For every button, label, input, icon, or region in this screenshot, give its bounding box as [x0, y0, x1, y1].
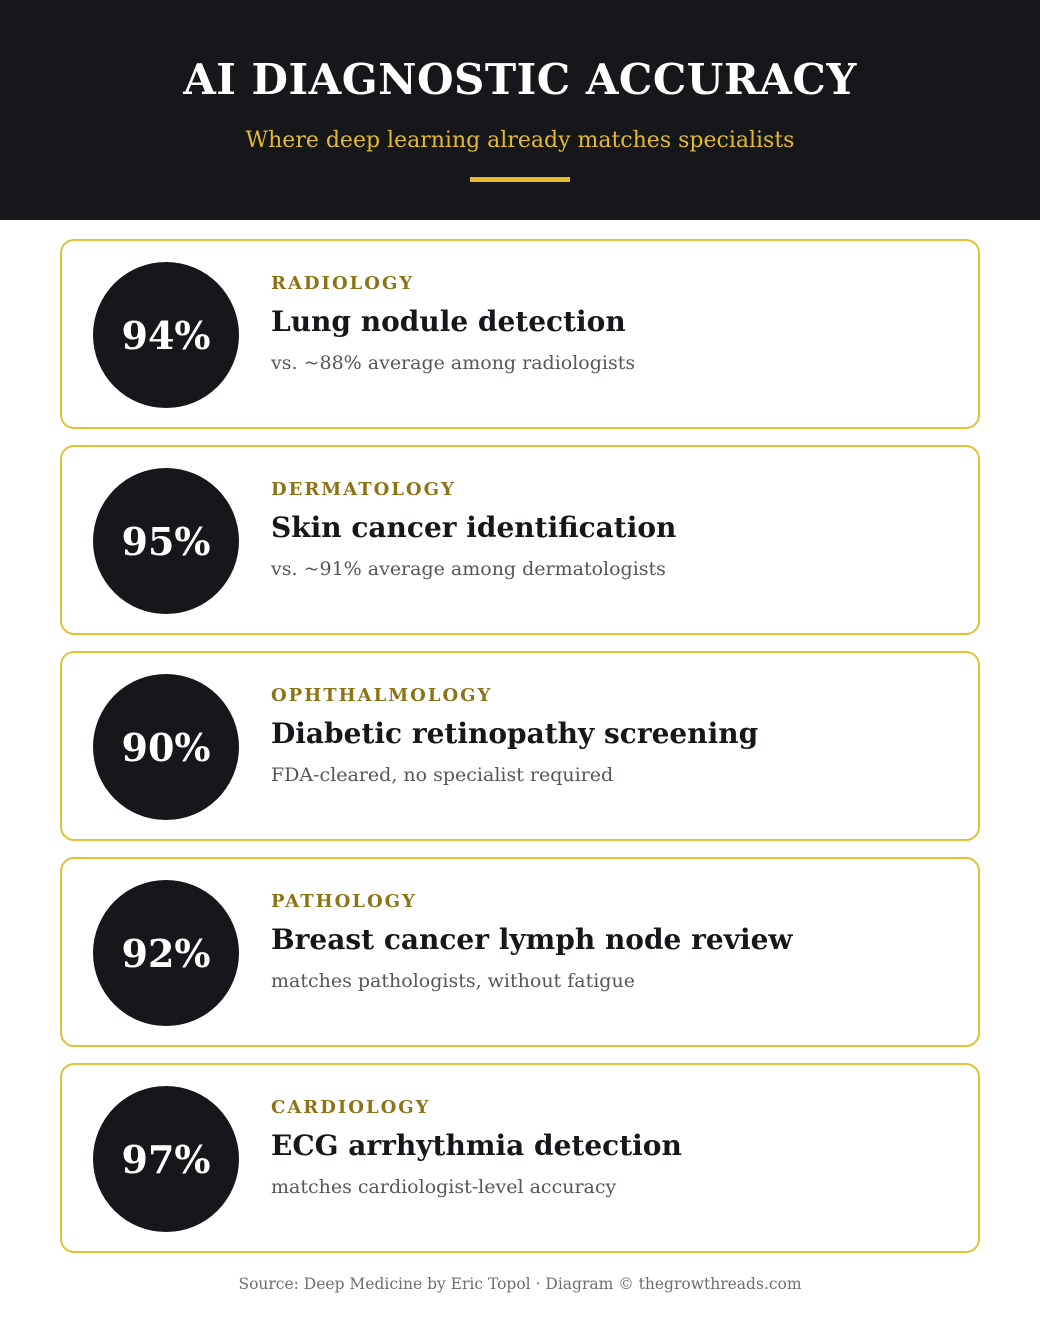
card-title: Diabetic retinopathy screening: [271, 717, 759, 750]
card-dermatology: [60, 445, 980, 635]
card-description: vs. ~88% average among radiologists: [271, 352, 636, 374]
accuracy-circle: [93, 468, 239, 614]
header-banner: [0, 0, 1040, 220]
card-category: DERMATOLOGY: [271, 479, 456, 500]
card-category: PATHOLOGY: [271, 891, 417, 912]
card-pathology: [60, 857, 980, 1047]
card-description: vs. ~91% average among dermatologists: [271, 558, 666, 580]
header-divider: [470, 177, 570, 182]
card-cardiology: [60, 1063, 980, 1253]
card-radiology: [60, 239, 980, 429]
accuracy-value: 95%: [121, 518, 211, 564]
page-title: AI DIAGNOSTIC ACCURACY: [183, 55, 857, 104]
accuracy-circle: [93, 1086, 239, 1232]
card-description: matches pathologists, without fatigue: [271, 970, 635, 992]
card-category: RADIOLOGY: [271, 273, 415, 294]
accuracy-circle: [93, 880, 239, 1026]
card-title: Breast cancer lymph node review: [271, 923, 793, 956]
accuracy-circle: [93, 674, 239, 820]
card-title: Skin cancer identification: [271, 511, 677, 544]
accuracy-circle: [93, 262, 239, 408]
card-ophthalmology: [60, 651, 980, 841]
card-title: Lung nodule detection: [271, 305, 626, 338]
accuracy-value: 97%: [121, 1136, 211, 1182]
accuracy-value: 92%: [121, 930, 211, 976]
source-footer: Source: Deep Medicine by Eric Topol · Diagram © thegrowthreads.com: [238, 1275, 802, 1293]
card-title: ECG arrhythmia detection: [271, 1129, 682, 1162]
card-category: OPHTHALMOLOGY: [271, 685, 493, 706]
accuracy-value: 90%: [121, 724, 211, 770]
page-subtitle: Where deep learning already matches specialists: [245, 128, 795, 153]
card-description: matches cardiologist-level accuracy: [271, 1176, 617, 1198]
card-description: FDA-cleared, no specialist required: [271, 764, 614, 786]
card-category: CARDIOLOGY: [271, 1097, 431, 1118]
accuracy-value: 94%: [121, 312, 211, 358]
